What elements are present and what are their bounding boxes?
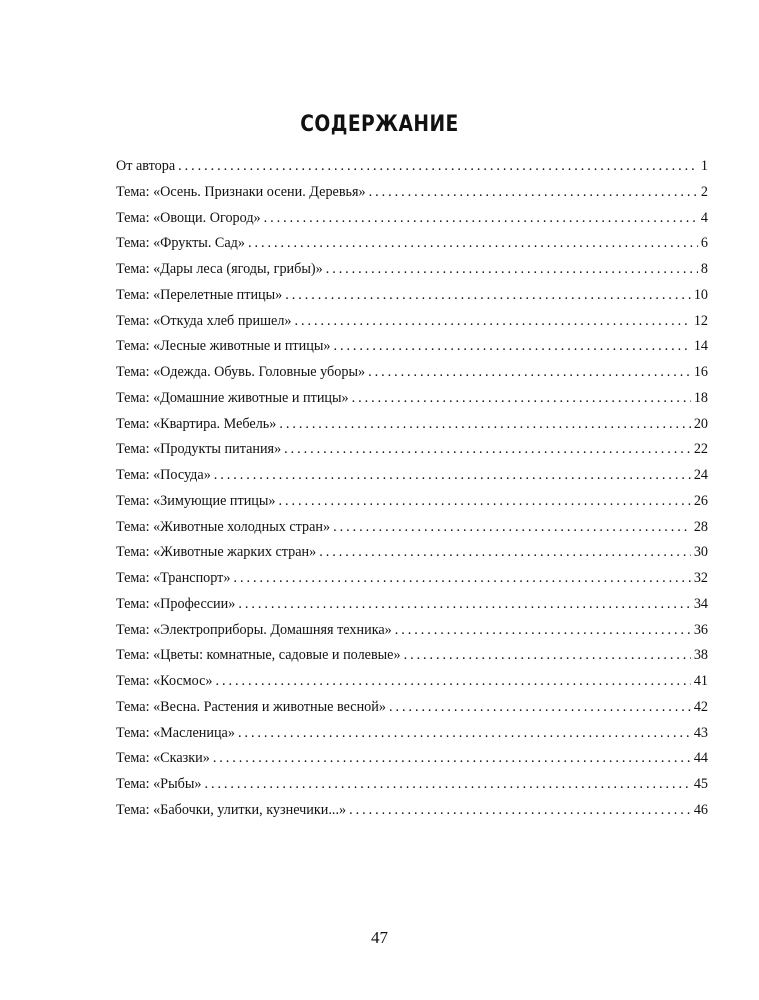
toc-entry-page: 12 — [693, 312, 708, 329]
dot-leader — [248, 235, 698, 252]
toc-entry-page: 26 — [693, 492, 708, 509]
toc-entry-label: Тема: «Цветы: комнатные, садовые и полевые» — [116, 647, 401, 664]
toc-entry-label: Тема: «Квартира. Мебель» — [116, 415, 277, 432]
dot-leader — [204, 776, 690, 793]
toc-entry-label: Тема: «Масленица» — [116, 724, 235, 741]
dot-leader — [395, 622, 691, 639]
dot-leader — [369, 184, 698, 201]
page-title: СОДЕРЖАНИЕ — [300, 112, 459, 137]
toc-entry-label: Тема: «Весна. Растения и животные весной» — [116, 698, 386, 715]
toc-entry-page: 38 — [693, 647, 708, 664]
toc-entry — [116, 750, 708, 776]
dot-leader — [352, 390, 691, 407]
dot-leader — [333, 519, 691, 536]
toc-entry — [116, 802, 708, 828]
toc-entry-label: Тема: «Фрукты. Сад» — [116, 235, 245, 252]
dot-leader — [368, 364, 691, 381]
toc-entry-page: 10 — [693, 286, 708, 303]
toc-entry-page: 4 — [700, 209, 708, 226]
toc-entry-page: 2 — [700, 183, 708, 200]
toc-entry-page: 24 — [693, 467, 708, 483]
toc-entry — [116, 338, 708, 364]
dot-leader — [319, 544, 691, 561]
toc-entry-page: 18 — [693, 389, 708, 406]
toc-entry-label: Тема: «Домашние животные и птицы» — [116, 389, 349, 406]
dot-leader — [285, 287, 691, 304]
toc-entry-label: Тема: «Одежда. Обувь. Головные уборы» — [116, 364, 366, 380]
table-of-contents — [116, 158, 708, 828]
toc-entry-page: 20 — [693, 415, 708, 432]
dot-leader — [279, 493, 691, 510]
toc-entry — [116, 493, 708, 519]
toc-entry-label: Тема: «Рыбы» — [116, 776, 202, 792]
toc-entry — [116, 570, 708, 596]
dot-leader — [279, 416, 690, 433]
dot-leader — [389, 699, 691, 716]
toc-entry-label: Тема: «Животные холодных стран» — [116, 518, 331, 535]
dot-leader — [333, 338, 690, 355]
dot-leader — [178, 158, 698, 175]
toc-entry — [116, 699, 708, 725]
toc-entry-page: 28 — [693, 518, 708, 535]
toc-entry-label: Тема: «Продукты питания» — [116, 441, 282, 458]
toc-entry — [116, 725, 708, 751]
page-number: 47 — [371, 928, 388, 947]
toc-entry-label: От автора — [116, 158, 176, 174]
toc-entry-label: Тема: «Перелетные птицы» — [116, 286, 283, 303]
dot-leader — [404, 647, 691, 664]
toc-entry — [116, 287, 708, 313]
toc-entry — [116, 596, 708, 622]
toc-entry — [116, 158, 708, 184]
dot-leader — [349, 802, 691, 819]
toc-entry-page: 22 — [693, 441, 708, 458]
toc-entry-page: 45 — [693, 776, 708, 792]
dot-leader — [295, 313, 691, 330]
toc-entry-page: 34 — [693, 595, 708, 612]
toc-entry — [116, 390, 708, 416]
toc-entry-label: Тема: «Овощи. Огород» — [116, 209, 261, 226]
toc-entry-label: Тема: «Лесные животные и птицы» — [116, 338, 331, 355]
toc-entry — [116, 235, 708, 261]
toc-entry — [116, 313, 708, 339]
toc-entry-label: Тема: «Сказки» — [116, 750, 210, 767]
toc-entry-label: Тема: «Осень. Признаки осени. Деревья» — [116, 183, 366, 200]
toc-entry-page: 30 — [693, 544, 708, 561]
toc-entry-label: Тема: «Животные жарких стран» — [116, 544, 317, 561]
dot-leader — [213, 750, 691, 767]
toc-entry-page: 6 — [700, 235, 708, 252]
toc-entry — [116, 364, 708, 390]
toc-entry-page: 41 — [693, 673, 708, 689]
toc-entry-page: 14 — [693, 338, 708, 355]
toc-entry-page: 16 — [693, 364, 708, 380]
toc-entry-label: Тема: «Откуда хлеб пришел» — [116, 312, 292, 329]
toc-entry — [116, 467, 708, 493]
toc-entry — [116, 544, 708, 570]
dot-leader — [214, 467, 691, 484]
toc-entry — [116, 416, 708, 442]
toc-entry-page: 1 — [700, 158, 708, 174]
toc-entry — [116, 441, 708, 467]
dot-leader — [326, 261, 698, 278]
dot-leader — [233, 570, 690, 587]
toc-entry — [116, 673, 708, 699]
dot-leader — [264, 210, 698, 227]
toc-entry — [116, 184, 708, 210]
toc-entry-label: Тема: «Профессии» — [116, 595, 236, 612]
toc-entry-page: 46 — [693, 801, 708, 818]
toc-entry-page: 36 — [693, 621, 708, 638]
toc-entry-label: Тема: «Транспорт» — [116, 570, 231, 586]
toc-entry — [116, 519, 708, 545]
toc-entry-label: Тема: «Бабочки, улитки, кузнечики...» — [116, 801, 347, 818]
dot-leader — [284, 441, 691, 458]
toc-entry-page: 44 — [693, 750, 708, 767]
toc-entry — [116, 261, 708, 287]
toc-entry — [116, 210, 708, 236]
dot-leader — [216, 673, 691, 690]
toc-entry-page: 8 — [700, 261, 708, 277]
dot-leader — [238, 596, 690, 613]
toc-entry-page: 43 — [693, 724, 708, 741]
toc-entry-label: Тема: «Космос» — [116, 673, 213, 689]
dot-leader — [238, 725, 691, 742]
toc-entry-label: Тема: «Посуда» — [116, 467, 211, 483]
toc-entry-label: Тема: «Зимующие птицы» — [116, 492, 276, 509]
toc-entry-label: Тема: «Дары леса (ягоды, грибы)» — [116, 261, 323, 277]
toc-entry — [116, 622, 708, 648]
toc-entry-page: 32 — [693, 570, 708, 586]
toc-entry — [116, 776, 708, 802]
toc-entry-label: Тема: «Электроприборы. Домашняя техника» — [116, 621, 392, 638]
toc-entry-page: 42 — [693, 698, 708, 715]
toc-entry — [116, 647, 708, 673]
